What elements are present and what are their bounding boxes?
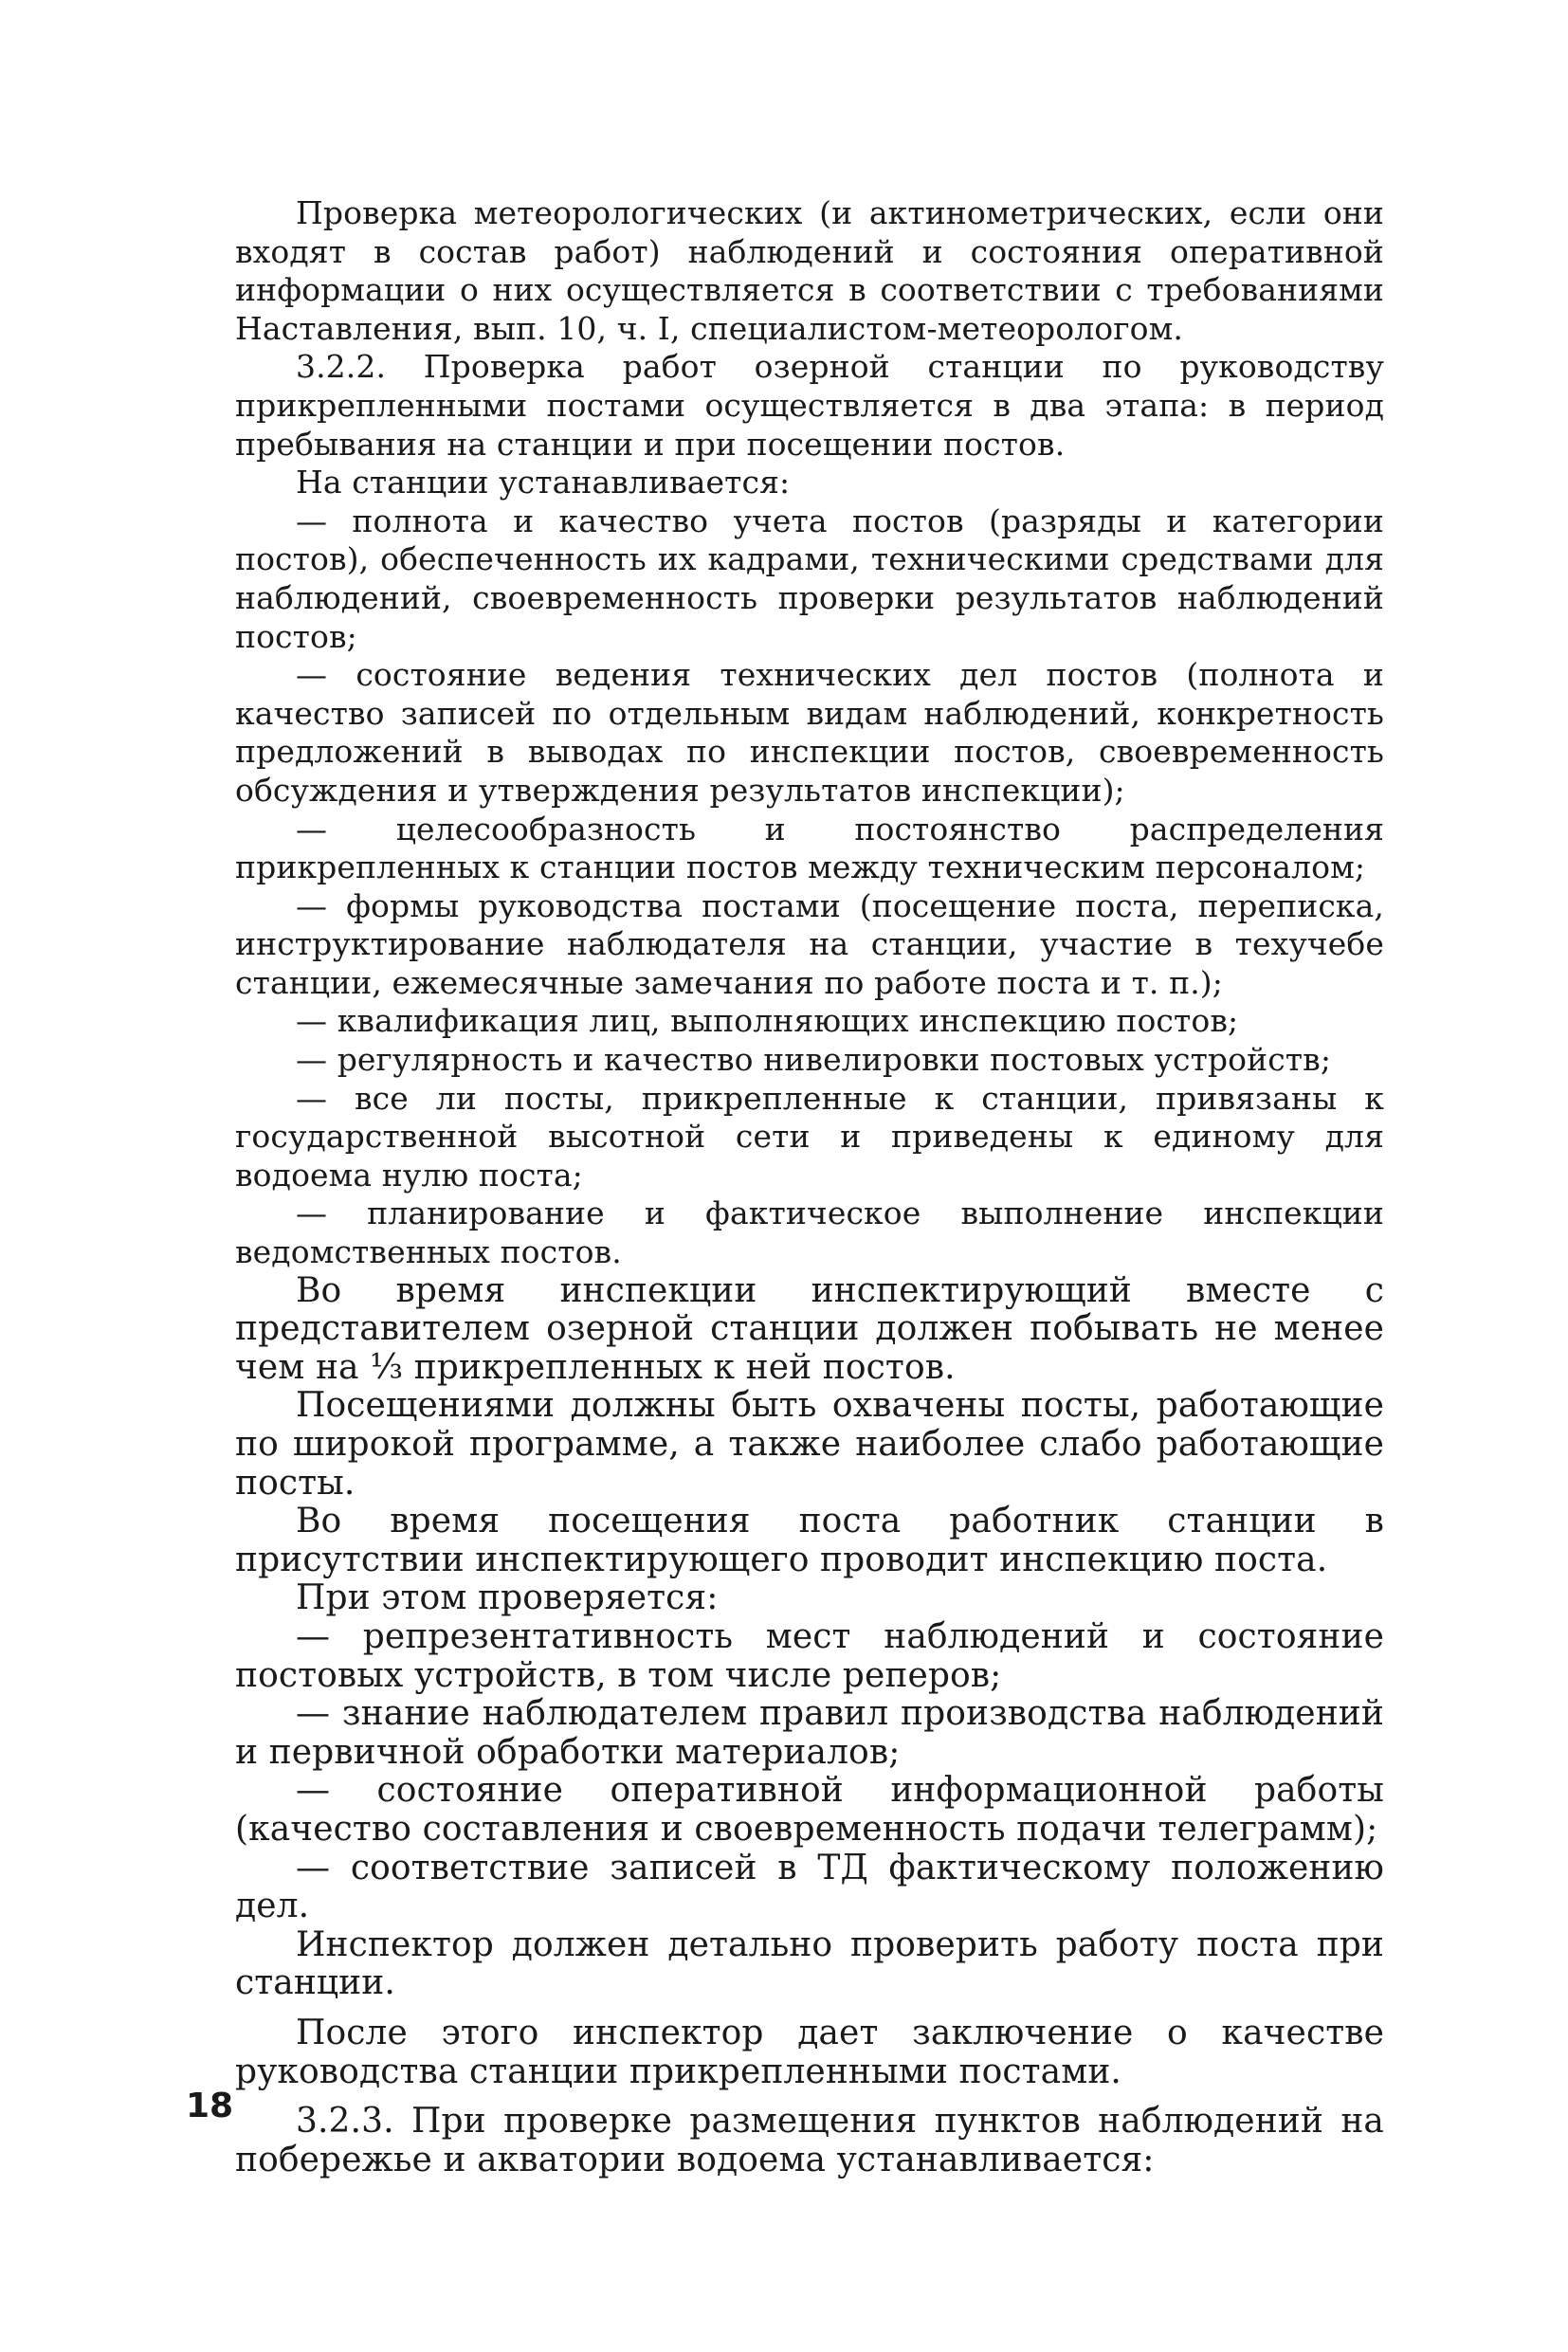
list-item-qualification: — квалификация лиц, выполняющих инспекцию постов; — [296, 1002, 1239, 1040]
list-item-operational-info: — состояние оперативной информационной работы (качество составления и своевременность подачи телеграмм); — [235, 1771, 1384, 1849]
paragraph-inspector-conclusion: После этого инспектор дает заключение о качестве руководства станции прикрепленными постами. — [235, 2013, 1384, 2091]
paragraph-3-2-3: 3.2.3. При проверке размещения пунктов наблюдений на побережье и акватории водоема устанавливается: — [235, 2102, 1384, 2179]
paragraph-checked-items: При этом проверяется: — [296, 1578, 719, 1618]
list-item-post-distribution: — целесообразность и постоянство распределения прикрепленных к станции постов между техническим персоналом; — [235, 810, 1384, 886]
list-item-representativeness: — репрезентативность мест наблюдений и состояние постовых устройств, в том числе реперов; — [235, 1616, 1384, 1695]
paragraph-meteorological-check: Проверка метеорологических (и актинометрических, если они входят в состав работ) наблюдений и состояния оперативной информации о них осуществляется в соответствии с требованиями Наставления, вып. 10, ч. I, специалистом-метеорологом. — [235, 194, 1384, 347]
list-item-td-records: — соответствие записей в ТД фактическому положению дел. — [235, 1848, 1384, 1926]
list-item-observer-knowledge: — знание наблюдателем правил производства наблюдений и первичной обработки материалов; — [235, 1694, 1384, 1772]
list-item-technical-files: — состояние ведения технических дел постов (полнота и качество записей по отдельным видам наблюдений, конкретность предложений в выводах по инспекции постов, своевременность обсуждения и утверждения результатов инспекции); — [235, 656, 1384, 809]
paragraph-3-2-2: 3.2.2. Проверка работ озерной станции по руководству прикрепленными постами осуществляется в два этапа: в период пребывания на станции и при посещении постов. — [235, 348, 1384, 463]
list-item-leveling: — регулярность и качество нивелировки постовых устройств; — [296, 1041, 1332, 1079]
paragraph-inspector-check: Инспектор должен детально проверить работу поста при станции. — [235, 1924, 1384, 2003]
page-number: 18 — [186, 2087, 234, 2125]
paragraph-station-established: На станции устанавливается: — [296, 464, 791, 501]
page-text-block — [235, 194, 1384, 2179]
list-item-height-network: — все ли посты, прикрепленные к станции, привязаны к государственной высотной сети и приведены к единому для водоема нулю поста; — [235, 1079, 1384, 1194]
list-item-departmental-inspection: — планирование и фактическое выполнение инспекции ведомственных постов. — [235, 1194, 1384, 1271]
list-item-management-forms: — формы руководства постами (посещение поста, переписка, инструктирование наблюдателя на станции, участие в техучебе станции, ежемесячные замечания по работе поста и т. п.); — [235, 886, 1384, 1001]
paragraph-post-visit: Во время посещения поста работник станции в присутствии инспектирующего проводит инспекцию поста. — [235, 1502, 1384, 1579]
paragraph-visits-coverage: Посещениями должны быть охвачены посты, работающие по широкой программе, а также наиболее слабо работающие посты. — [235, 1386, 1384, 1503]
list-item-posts-completeness: — полнота и качество учета постов (разряды и категории постов), обеспеченность их кадрами, техническими средствами для наблюдений, своевременность проверки результатов наблюдений постов; — [235, 501, 1384, 655]
paragraph-inspection-visits: Во время инспекции инспектирующий вместе с представителем озерной станции должен побывать не менее чем на ⅓ прикрепленных к ней постов. — [235, 1270, 1384, 1387]
